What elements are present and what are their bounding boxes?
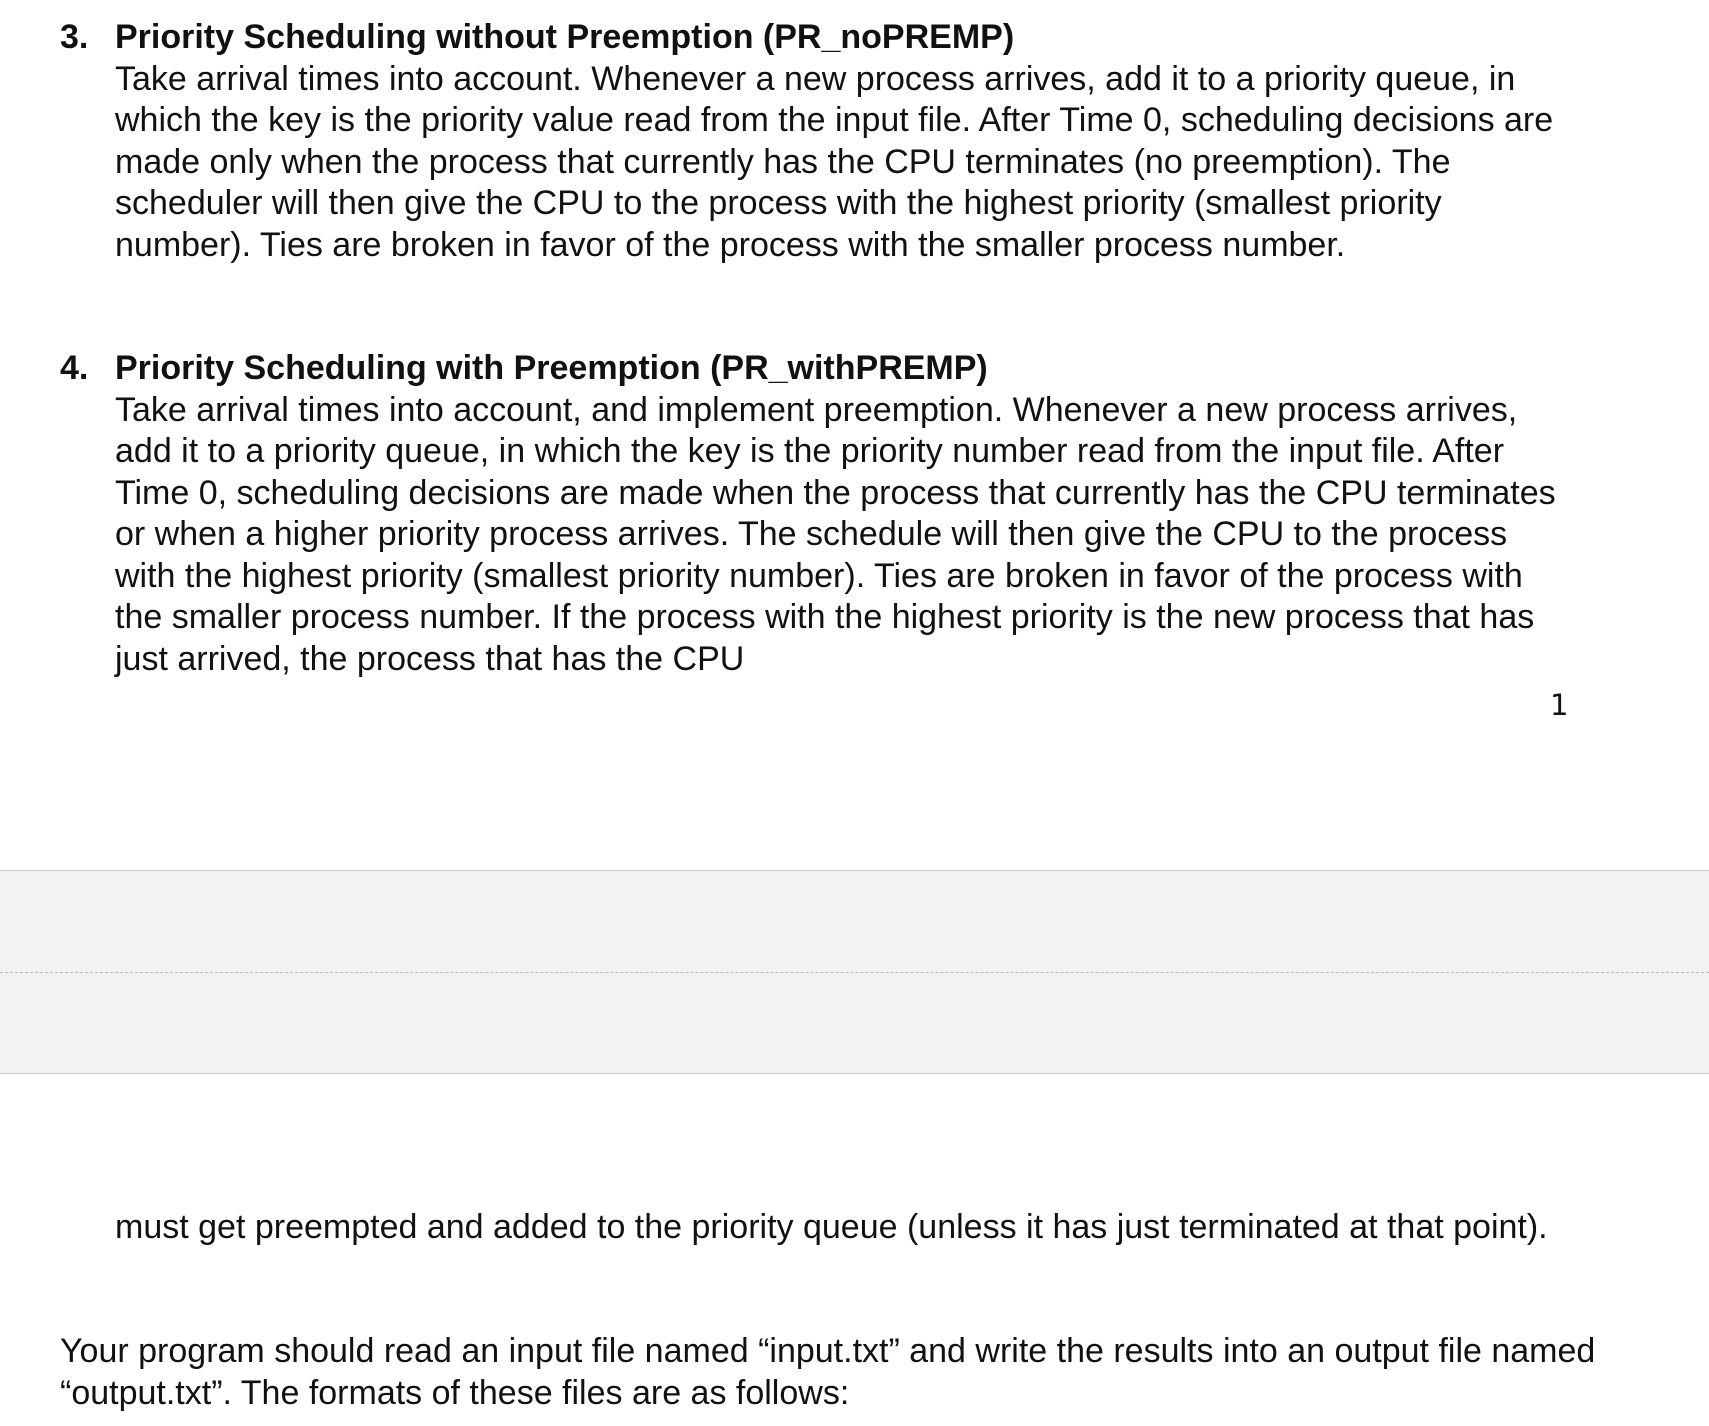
page-break-divider xyxy=(0,972,1709,973)
page-gap xyxy=(0,870,1709,1074)
list-item-title: Priority Scheduling with Preemption (PR_withPREMP) xyxy=(115,349,988,387)
list-item-priority-with-preemption xyxy=(60,348,1560,680)
page-number: 1 xyxy=(1550,688,1569,722)
list-item-number: 3. xyxy=(60,18,89,56)
list-item-content xyxy=(115,348,1560,680)
list-item-body: Take arrival times into account. Whenever a new process arrives, add it to a priority queue, in which the key is the priority value read from the input file. After Time 0, scheduling decisions are made only when the process that currently has the CPU terminates (no preemption). The scheduler will then give the CPU to the process with the highest priority (smallest priority number). Ties are broken in favor of the process with the smaller process number. xyxy=(115,59,1554,264)
body-paragraph: Your program should read an input file named “input.txt” and write the results into an output file named “output.txt”. The formats of these files are as follows: xyxy=(60,1332,1596,1412)
list-item-number: 4. xyxy=(60,349,89,387)
list-item-body: Take arrival times into account, and implement preemption. Whenever a new process arrives, add it to a priority queue, in which the key is the priority number read from the input file. After Time 0, scheduling decisions are made when the process that currently has the CPU terminates or when a higher priority process arrives. The schedule will then give the CPU to the process with the highest priority (smallest priority number). Ties are broken in favor of the process with the smaller process number. If the process with the highest priority is the new process that has just arrived, the process that has the CPU xyxy=(115,390,1556,678)
document-page-2 xyxy=(0,1074,1709,1426)
list-item-priority-no-preemption xyxy=(60,17,1560,266)
list-item-content xyxy=(115,17,1560,266)
list-item-title: Priority Scheduling without Preemption (PR_noPREMP) xyxy=(115,18,1015,56)
list-item-continuation: must get preempted and added to the priority queue (unless it has just terminated at that point). xyxy=(115,1208,1548,1246)
